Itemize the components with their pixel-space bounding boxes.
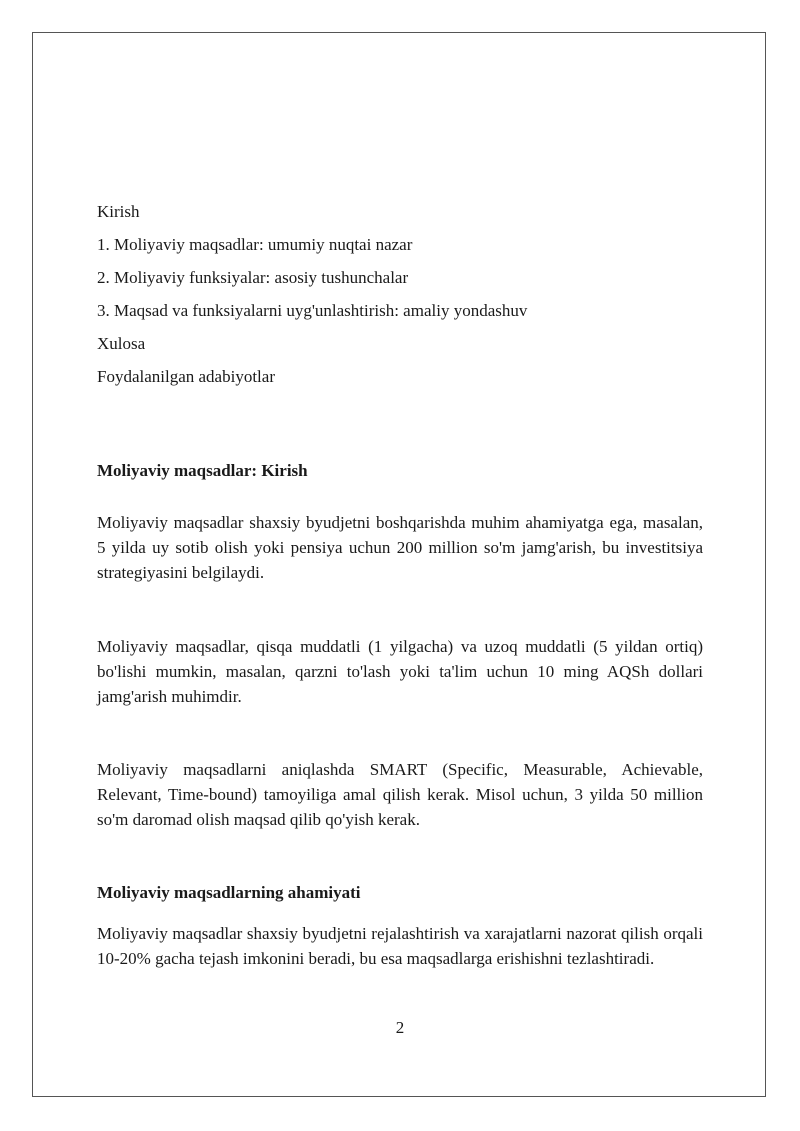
paragraph: Moliyaviy maqsadlar shaxsiy byudjetni rejalashtirish va xarajatlarni nazorat qilish orqali 10-20% gacha tejash imkonini beradi, bu esa maqsadlarga erishishni tezlashtiradi. [97, 924, 703, 968]
paragraph: Moliyaviy maqsadlarni aniqlashda SMART (Specific, Measurable, Achievable, Relevant, Time-bound) tamoyiliga amal qilish kerak. Misol uchun, 3 yilda 50 million so'm daromad olish maqsad qilib qo'yish kerak. [97, 760, 703, 829]
section-heading-importance: Moliyaviy maqsadlarning ahamiyati [97, 883, 361, 902]
toc-item-3: 3. Maqsad va funksiyalarni uyg'unlashtirish: amaliy yondashuv [97, 301, 528, 320]
table-of-contents [97, 199, 703, 397]
toc-item-intro: Kirish [97, 202, 140, 221]
section-heading-intro: Moliyaviy maqsadlar: Kirish [97, 461, 308, 480]
page-number: 2 [395, 1018, 405, 1037]
toc-item-1: 1. Moliyaviy maqsadlar: umumiy nuqtai nazar [97, 235, 413, 254]
toc-item-conclusion: Xulosa [97, 334, 146, 353]
toc-item-references: Foydalanilgan adabiyotlar [97, 367, 275, 386]
paragraph: Moliyaviy maqsadlar shaxsiy byudjetni boshqarishda muhim ahamiyatga ega, masalan, 5 yilda uy sotib olish yoki pensiya uchun 200 million so'm jamg'arish, bu investitsiya strategiyasini belgilaydi. [97, 513, 703, 582]
toc-item-2: 2. Moliyaviy funksiyalar: asosiy tushunchalar [97, 268, 409, 287]
paragraph: Moliyaviy maqsadlar, qisqa muddatli (1 yilgacha) va uzoq muddatli (5 yildan ortiq) bo'lishi mumkin, masalan, qarzni to'lash yoki ta'lim uchun 10 ming AQSh dollari jamg'arish muhimdir. [97, 637, 703, 706]
